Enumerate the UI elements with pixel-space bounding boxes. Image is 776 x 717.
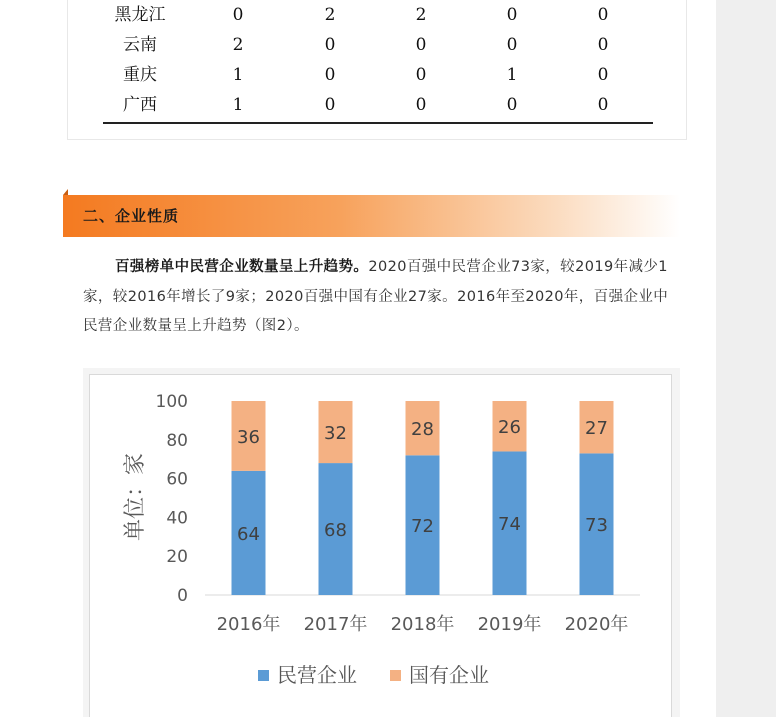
table-cell: 0 [506, 95, 518, 115]
x-tick-label: 2017年 [303, 614, 368, 635]
y-tick-label: 60 [166, 469, 188, 490]
x-tick-label: 2019年 [477, 614, 542, 635]
chart-legend [258, 660, 558, 690]
paragraph-body: 2020百强中民营企业73家，较2019年减少1家，较2016年增长了9家；2020百强中国有企业27家。2016年至2020年，百强企业中民营企业数量呈上升趋势（图2）。 [83, 259, 669, 334]
bar-data-label: 73 [585, 515, 608, 537]
table-cell: 0 [415, 35, 427, 55]
table-cell: 0 [415, 65, 427, 85]
table-cell: 2 [415, 5, 427, 25]
table-cell: 0 [597, 95, 609, 115]
region-cell: 云南 [123, 35, 157, 55]
legend-item-private [258, 660, 357, 690]
region-cell: 黑龙江 [114, 5, 166, 25]
table-cell: 2 [324, 5, 336, 25]
bar-data-label: 26 [498, 417, 521, 439]
legend-swatch-state [390, 670, 401, 681]
y-tick-label: 0 [177, 586, 188, 606]
region-cell: 广西 [123, 95, 157, 115]
table-cell: 0 [324, 95, 336, 115]
y-tick-label: 80 [166, 430, 188, 451]
y-tick-label: 40 [166, 508, 188, 529]
y-tick-label: 100 [155, 392, 188, 412]
legend-item-state [390, 660, 489, 690]
legend-label-state: 国有企业 [409, 663, 489, 687]
legend-swatch-private [258, 670, 269, 681]
bar-data-label: 32 [324, 423, 347, 445]
y-axis-label: 单位：家 [123, 452, 148, 542]
bar-data-label: 74 [498, 514, 521, 536]
section-title: 二、企业性质 [83, 207, 180, 225]
x-tick-label: 2020年 [564, 614, 629, 635]
table-cell: 2 [232, 35, 244, 55]
table-cell: 1 [232, 65, 244, 85]
table-cell: 0 [324, 65, 336, 85]
x-tick-label: 2018年 [390, 614, 455, 635]
table-cell: 0 [597, 65, 609, 85]
x-tick-label: 2016年 [216, 614, 281, 635]
table-cell: 0 [506, 5, 518, 25]
bar-data-label: 72 [411, 516, 434, 538]
table-cell: 1 [506, 65, 518, 85]
y-tick-label: 20 [166, 547, 188, 568]
table-cell: 0 [506, 35, 518, 55]
legend-label-private: 民营企业 [277, 663, 357, 687]
bar-data-label: 36 [237, 426, 260, 448]
paragraph-lead: 百强榜单中民营企业数量呈上升趋势。 [115, 259, 369, 275]
bar-data-label: 64 [237, 523, 260, 545]
region-cell: 重庆 [123, 65, 157, 85]
table-cell: 0 [415, 95, 427, 115]
bar-data-label: 27 [585, 418, 608, 440]
table-cell: 0 [232, 5, 244, 25]
table-cell: 0 [597, 35, 609, 55]
bar-data-label: 28 [411, 419, 434, 441]
table-cell: 0 [597, 5, 609, 25]
table-cell: 1 [232, 95, 244, 115]
bar-data-label: 68 [324, 520, 347, 542]
table-cell: 0 [324, 35, 336, 55]
